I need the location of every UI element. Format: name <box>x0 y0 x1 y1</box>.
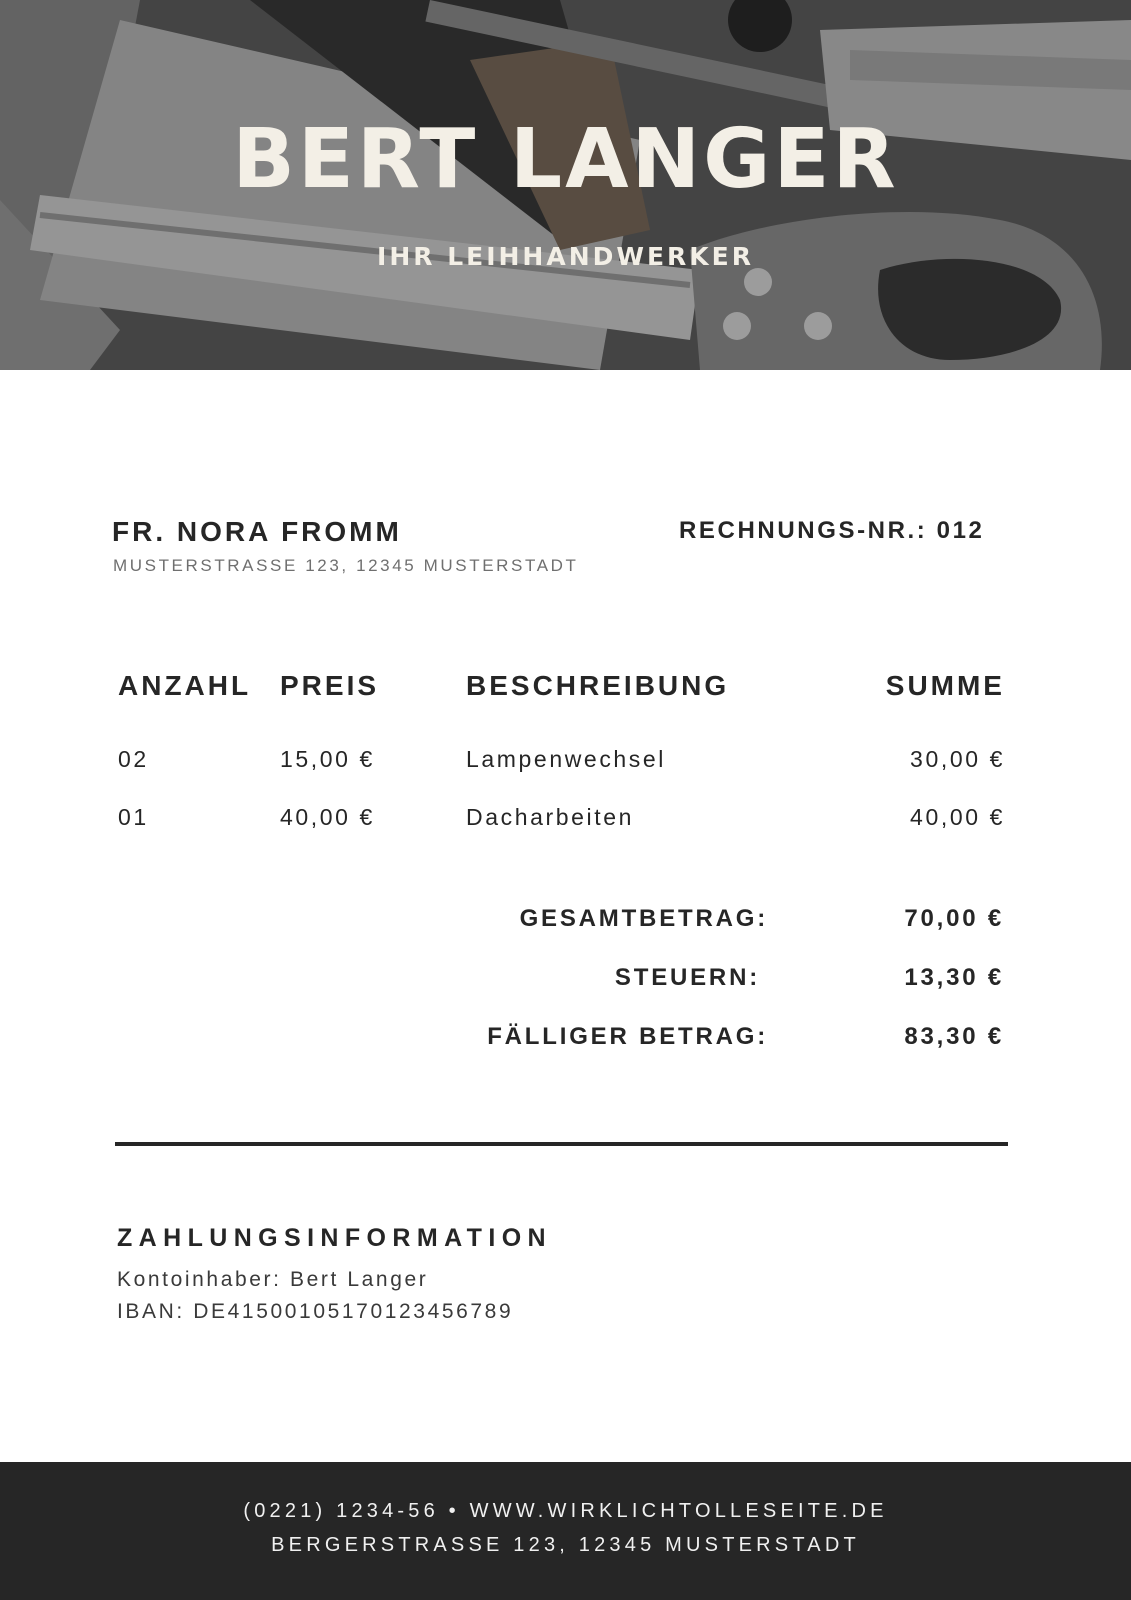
row-price: 15,00 € <box>280 746 375 772</box>
client-address: MUSTERSTRASSE 123, 12345 MUSTERSTADT <box>113 556 579 575</box>
tax-value: 13,30 € <box>904 964 1004 991</box>
invoice-number: RECHNUNGS-NR.: 012 <box>679 517 985 544</box>
subtotal-value: 70,00 € <box>904 905 1004 932</box>
amount-due-label: FÄLLIGER BETRAG: <box>487 1023 768 1050</box>
iban: IBAN: DE41500105170123456789 <box>117 1300 514 1323</box>
brand-tagline: IHR LEIHHANDWERKER <box>377 242 754 271</box>
account-holder: Kontoinhaber: Bert Langer <box>117 1268 429 1291</box>
brand-name: BERT LANGER <box>232 112 899 207</box>
footer-address: BERGERSTRASSE 123, 12345 MUSTERSTADT <box>271 1534 860 1556</box>
row-total: 30,00 € <box>910 746 1005 772</box>
amount-due-value: 83,30 € <box>904 1023 1004 1050</box>
footer-contact: (0221) 1234-56 • WWW.WIRKLICHTOLLESEITE.DE <box>243 1500 888 1522</box>
tax-label: STEUERN: <box>614 964 760 991</box>
column-header-total: SUMME <box>885 670 1005 701</box>
row-quantity: 02 <box>118 746 149 772</box>
subtotal-label: GESAMTBETRAG: <box>519 905 768 932</box>
row-description: Lampenwechsel <box>466 746 667 772</box>
header-banner <box>0 0 1131 370</box>
client-name: FR. NORA FROMM <box>112 516 402 547</box>
footer <box>0 1462 1131 1600</box>
payment-info-title: ZAHLUNGSINFORMATION <box>117 1224 552 1252</box>
row-description: Dacharbeiten <box>466 804 635 830</box>
column-header-price: PREIS <box>280 670 380 701</box>
column-header-quantity: ANZAHL <box>118 670 252 701</box>
row-price: 40,00 € <box>280 804 375 830</box>
column-header-description: BESCHREIBUNG <box>466 670 730 701</box>
section-divider <box>115 1142 1008 1146</box>
row-total: 40,00 € <box>910 804 1005 830</box>
row-quantity: 01 <box>118 804 149 830</box>
